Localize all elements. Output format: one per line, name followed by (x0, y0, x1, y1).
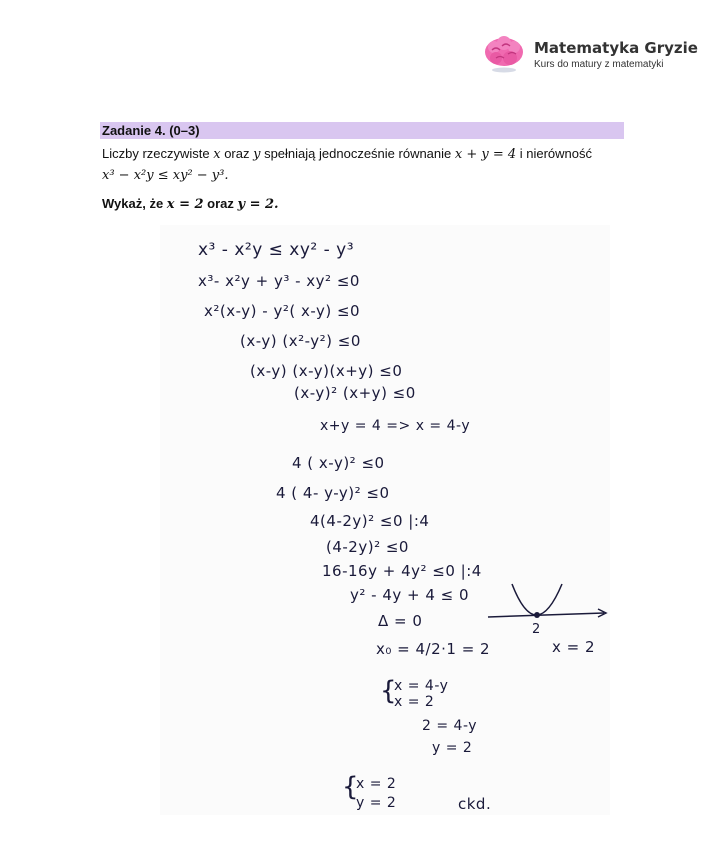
prove-y: y = 2. (237, 197, 279, 212)
brand-name: Matematyka Gryzie (534, 38, 698, 57)
solution-line-2: x³- x²y + y³ - xy² ≤0 (198, 272, 360, 290)
var-y: y (253, 147, 261, 162)
solution-line-22: ckd. (458, 795, 492, 813)
brand-logo (482, 32, 698, 76)
inequality: x³ − x²y ≤ xy² − y³. (102, 168, 229, 183)
solution-line-7: x+y = 4 => x = 4-y (320, 418, 471, 434)
solution-line-17: x = 2 (394, 694, 435, 710)
solution-line-19: y = 2 (432, 740, 473, 756)
solution-line-21: y = 2 (356, 795, 397, 811)
solution-line-6: (x-y)² (x+y) ≤0 (294, 384, 416, 402)
solution-line-15: x₀ = 4/2·1 = 2 (376, 640, 491, 658)
prove-x: x = 2 (166, 197, 204, 212)
solution-line-3: x²(x-y) - y²( x-y) ≤0 (204, 302, 361, 320)
graph-point-label: 2 (532, 622, 541, 637)
system-brace-2: { (342, 772, 360, 802)
brand-subtitle: Kurs do matury z matematyki (534, 58, 664, 70)
prove-text-2: oraz (203, 196, 238, 211)
graph-x-label: x = 2 (552, 638, 596, 656)
solution-line-12: 16-16y + 4y² ≤0 |:4 (322, 562, 482, 580)
task-text-4: i nierówność (516, 146, 593, 161)
solution-line-5: (x-y) (x-y)(x+y) ≤0 (250, 362, 403, 380)
task-text-2: oraz (220, 146, 254, 161)
solution-line-13: y² - 4y + 4 ≤ 0 (350, 586, 470, 604)
var-x: x (213, 147, 221, 162)
task-header: Zadanie 4. (0–3) (100, 122, 624, 139)
equation: x + y = 4 (454, 147, 517, 162)
parabola-sketch (484, 580, 614, 640)
solution-line-9: 4 ( 4- y-y)² ≤0 (276, 484, 390, 502)
task-text-3: spełniają jednocześnie równanie (260, 146, 455, 161)
task-statement (102, 144, 632, 186)
solution-line-11: (4-2y)² ≤0 (326, 538, 409, 556)
solution-line-14: Δ = 0 (378, 612, 423, 630)
prove-text-1: Wykaż, że (102, 196, 167, 211)
solution-line-4: (x-y) (x²-y²) ≤0 (240, 332, 361, 350)
solution-line-18: 2 = 4-y (422, 718, 478, 734)
prove-statement (102, 196, 279, 212)
solution-line-10: 4(4-2y)² ≤0 |:4 (310, 512, 430, 530)
brain-icon (482, 32, 526, 76)
solution-line-16: x = 4-y (394, 678, 449, 694)
system-brace-1: { (380, 676, 398, 706)
task-text-1: Liczby rzeczywiste (102, 146, 214, 161)
solution-line-20: x = 2 (356, 776, 397, 792)
solution-line-8: 4 ( x-y)² ≤0 (292, 454, 385, 472)
solution-line-1: x³ - x²y ≤ xy² - y³ (198, 240, 355, 260)
